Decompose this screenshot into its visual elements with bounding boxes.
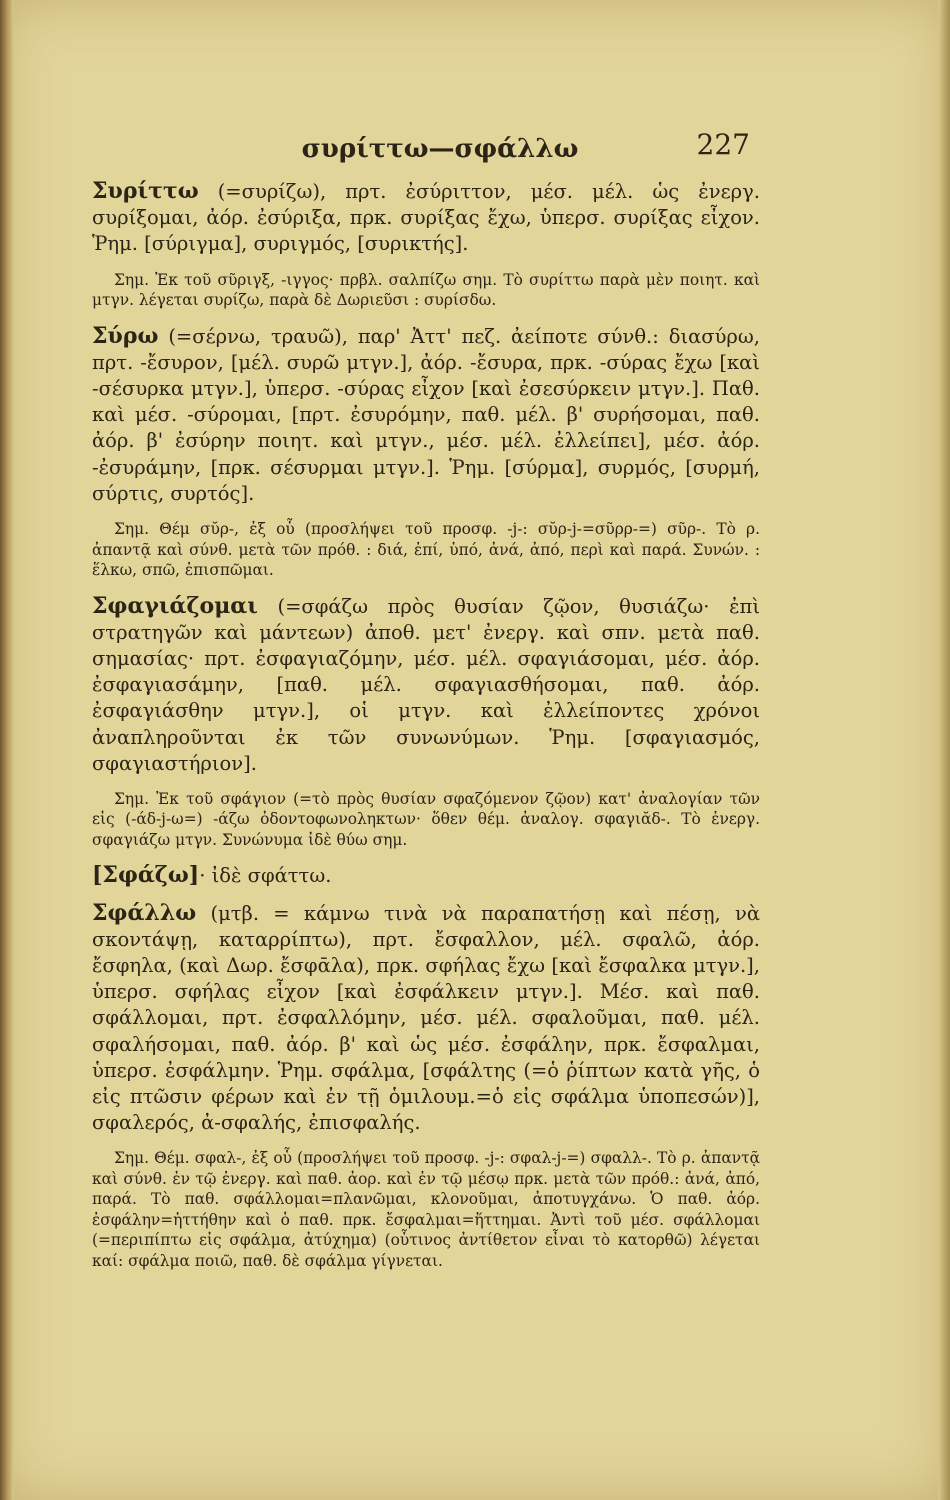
note-sfallo: Σημ. Θέμ. σφαλ-, ἐξ οὗ (προσλήψει τοῦ προσφ. -j-: σφαλ-j-=) σφαλλ-. Τὸ ρ. ἀπαντᾷ καὶ σύνθ. ἐν τῷ ἐνεργ. καὶ παθ. ἀορ. καὶ ἐν τῷ μέσῳ πρκ. μετὰ τῶν πρόθ.: ἀνά, ἀπό, παρά. Τὸ παθ. σφάλλομαι=πλανῶμαι, κλονοῦμαι, ἀποτυγχάνω. Ὁ παθ. ἀόρ. ἐσφάλην=ἡττήθην καὶ ὁ παθ. πρκ. ἔσφαλμαι=ἥττημαι. Ἀντὶ τοῦ μέσ. σφάλλομαι (=περιπίπτω εἰς σφάλμα, ἀτύχημα) (οὗτινος ἀντίθετον εἶναι τὸ κατορθῶ) λέγεται καί: σφάλμα ποιῶ, παθ. δὲ σφάλμα γίγνεται. <box>92 1149 760 1270</box>
note-syro: Σημ. Θέμ σῠρ-, ἐξ οὗ (προσλήψει τοῦ προσφ. -j-: σῠρ-j-=σῦρρ-=) σῦρ-. Τὸ ρ. ἀπαντᾷ καὶ σύνθ. μετὰ τῶν πρόθ. : διά, ἐπί, ὑπό, ἀνά, ἀπό, περὶ καὶ παρά. Συνών. : ἕλκω, σπῶ, ἐπισπῶμαι. <box>92 520 760 580</box>
entry-headword: Σφάλλω <box>92 899 197 926</box>
dictionary-content <box>92 178 760 1283</box>
note-sfagiazomai: Σημ. Ἐκ τοῦ σφάγιον (=τὸ πρὸς θυσίαν σφαζόμενον ζῷον) κατ' ἀναλογίαν τῶν εἰς (-άδ-j-ω=) -άζω ὀδοντοφωνοληκτων· ὅθεν θέμ. ἀναλογ. σφαγιᾰδ-. Τὸ ἐνεργ. σφαγιάζω μτγν. Συνώνυμα ἰδὲ θύω σημ. <box>92 789 760 849</box>
page-number: 227 <box>696 128 750 161</box>
entry-sfallo <box>92 900 760 1137</box>
entry-sfagiazomai <box>92 593 760 777</box>
running-title: συρίττω—σφάλλω <box>301 134 579 164</box>
entry-syritto <box>92 178 760 258</box>
entry-syro <box>92 323 760 507</box>
entry-text: (=σέρνω, τραυῶ), παρ' Ἀττ' πεζ. ἀείποτε σύνθ.: διασύρω, πρτ. -ἔσυρον, [μέλ. συρῶ μτγν.], ἀόρ. -ἔσυρα, πρκ. -σύρας ἔχω [καὶ -σέσυρκα μτγν.], ὑπερσ. -σύρας εἶχον [καὶ ἐσεσύρκειν μτγν.]. Παθ. καὶ μέσ. -σύρομαι, [πρτ. ἐσυρόμην, παθ. μέλ. β' συρήσομαι, παθ. ἀόρ. β' ἐσύρην ποιητ. καὶ μτγν., μέσ. μέλ. ἐλλείπει], μέσ. ἀόρ. -ἐσυράμην, [πρκ. σέσυρμαι μτγν.]. Ῥημ. [σύρμα], συρμός, [συρμή, σύρτις, συρτός]. <box>92 324 760 505</box>
entry-headword: Σφαγιάζομαι <box>92 592 258 619</box>
entry-headword: [Σφάζω] <box>92 862 200 889</box>
note-syritto: Σημ. Ἐκ τοῦ σῦριγξ, -ιγγος· πρβλ. σαλπίζω σημ. Τὸ συρίττω παρὰ μὲν ποιητ. καὶ μτγν. λέγεται συρίζω, παρὰ δὲ Δωριεῦσι : συρίσδω. <box>92 270 760 310</box>
entry-sfazo <box>92 862 760 889</box>
entry-headword: Συρίττω <box>92 178 199 204</box>
entry-text: · ἰδὲ σφάττω. <box>199 864 332 888</box>
entry-text: (=σφάζω πρὸς θυσίαν ζῷον, θυσιάζω· ἐπὶ στρατηγῶν καὶ μάντεων) ἀποθ. μετ' ἐνεργ. καὶ σπν. μετὰ παθ. σημασίας· πρτ. ἐσφαγιαζόμην, μέσ. μέλ. σφαγιάσομαι, μέσ. ἀόρ. ἐσφαγιασάμην, [παθ. μέλ. σφαγιασθήσομαι, παθ. ἀόρ. ἐσφαγιάσθην μτγν.], οἱ μτγν. καὶ ἐλλείποντες χρόνοι ἀναπληροῦνται ἐκ τῶν συνωνύμων. Ῥημ. [σφαγιασμός, σφαγιαστήριον]. <box>92 594 761 775</box>
entry-text: (=συρίζω), πρτ. ἐσύριττον, μέσ. μέλ. ὡς ἐνεργ. συρίξομαι, ἀόρ. ἐσύριξα, πρκ. συρίξας ἔχω, ὑπερσ. συρίξας εἶχον. Ῥημ. [σύριγμα], συριγμός, [συρικτής]. <box>92 180 760 256</box>
page-right-edge <box>938 0 950 1500</box>
entry-text: (μτβ. = κάμνω τινὰ νὰ παραπατήσῃ καὶ πέσῃ, νὰ σκοντάψῃ, καταρρίπτω), πρτ. ἔσφαλλον, μέλ. σφαλῶ, ἀόρ. ἔσφηλα, (καὶ Δωρ. ἔσφᾱλα), πρκ. σφήλας ἔχω [καὶ ἔσφαλκα μτγν.], ὑπερσ. σφήλας εἶχον [καὶ ἐσφάλκειν μτγν.]. Μέσ. καὶ παθ. σφάλλομαι, πρτ. ἐσφαλλόμην, μέσ. μέλ. σφαλοῦμαι, παθ. μέλ. σφαλήσομαι, παθ. ἀόρ. β' καὶ ὡς μέσ. ἐσφάλην, πρκ. ἔσφαλμαι, ὑπερσ. ἐσφάλμην. Ῥημ. σφάλμα, [σφάλτης (=ὁ ῥίπτων κατὰ γῆς, ὁ εἰς πτῶσιν φέρων καὶ ἐν τῇ ὁμιλουμ.=ὁ εἰς σφάλμα ὑποπεσών)], σφαλερός, ἀ-σφαλής, ἐπισφαλής. <box>92 901 760 1135</box>
entry-headword: Σύρω <box>92 322 159 349</box>
page-binding-edge <box>0 0 14 1500</box>
